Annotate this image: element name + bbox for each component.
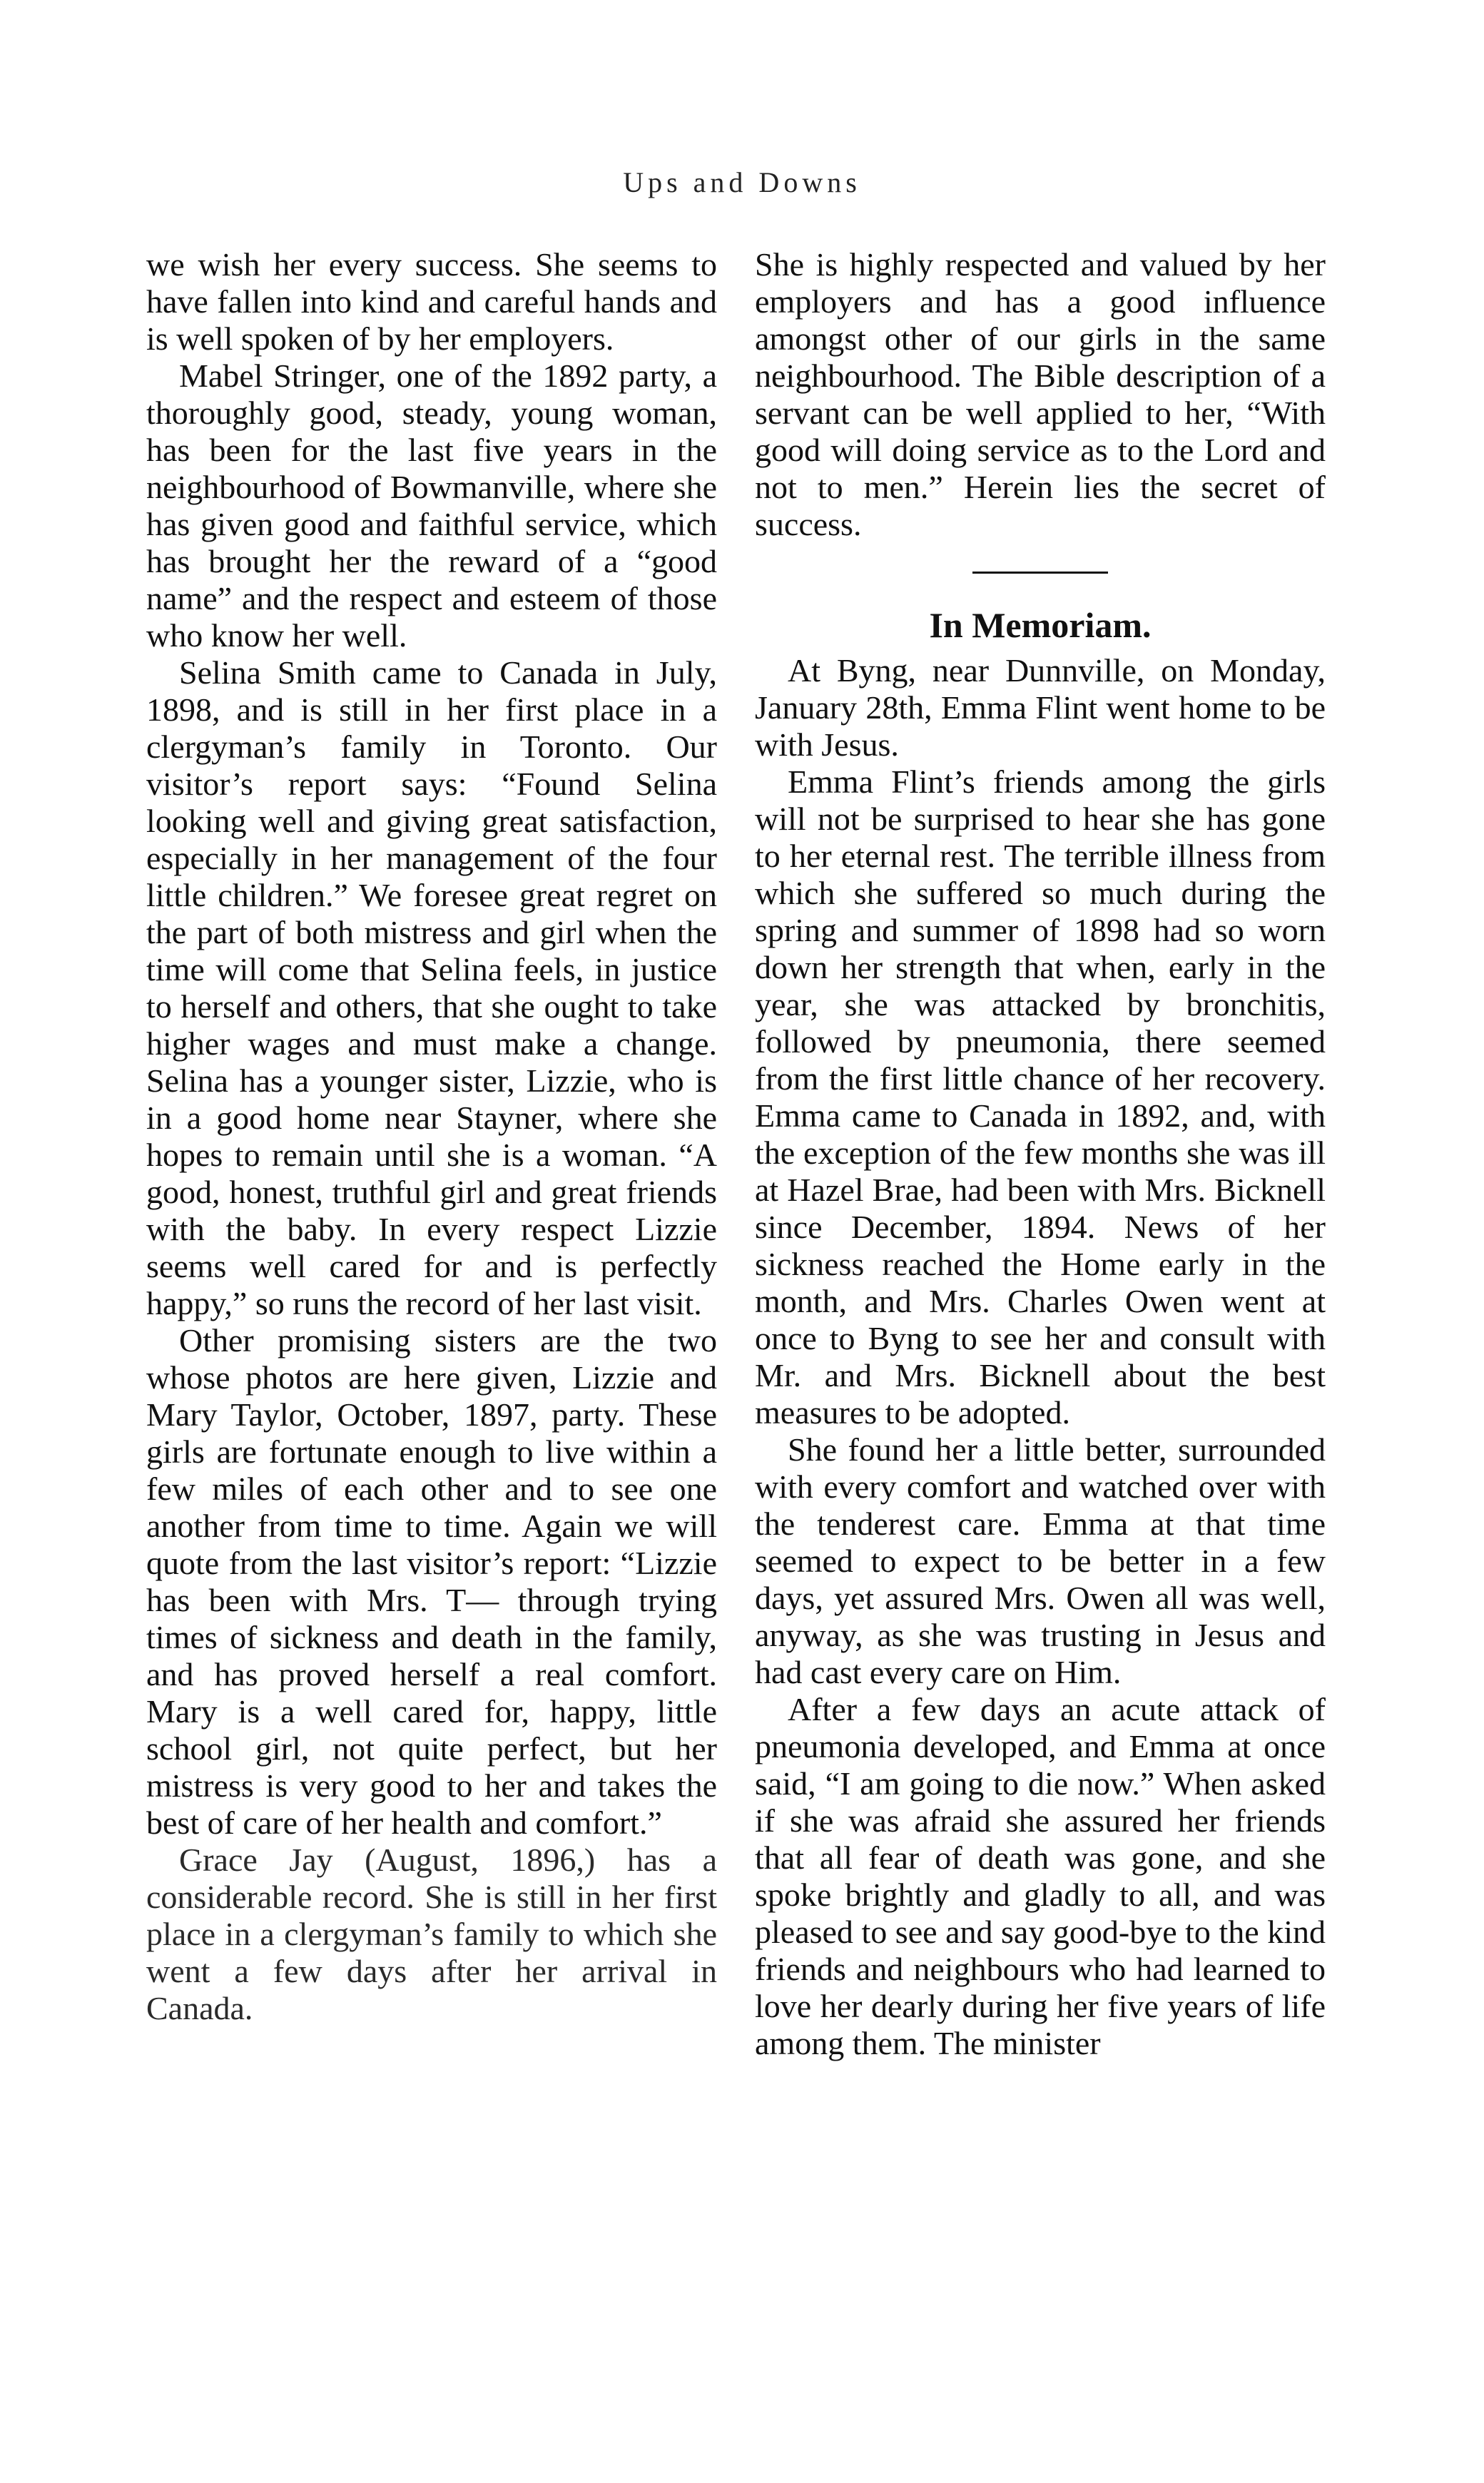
right-column — [755, 246, 1326, 2062]
paragraph: Mabel Stringer, one of the 1892 party, a thoroughly good, steady, young woman, has been for the last five years in the neighbourhood of Bowmanville, where she has given good and faithful service, which has brought her the reward of a “good name” and the respect and esteem of those who know her well. — [146, 357, 717, 654]
paragraph: we wish her every success. She seems to have fallen into kind and careful hands and is well spoken of by her employers. — [146, 246, 717, 357]
paragraph: At Byng, near Dunnville, on Monday, January 28th, Emma Flint went home to be with Jesus. — [755, 652, 1326, 763]
section-divider — [972, 572, 1108, 574]
section-heading: In Memoriam. — [929, 605, 1152, 645]
paragraph: She found her a little better, surrounded with every comfort and watched over with the tenderest care. Emma at that time seemed to expect to be better in a few days, yet assured Mrs. Owen all was well, anyway, as she was trusting in Jesus and had cast every care on Him. — [755, 1431, 1326, 1690]
paragraph: Emma Flint’s friends among the girls will not be surprised to hear she has gone to her eternal rest. The terrible illness from which she suffered so much during the spring and summer of 1898 had so worn down her strength that when, early in the year, she was attacked by bronchitis, followed by pneumonia, there seemed from the first little chance of her recovery. Emma came to Canada in 1892, and, with the exception of the few months she was ill at Hazel Brae, had been with Mrs. Bicknell since December, 1894. News of her sickness reached the Home early in the month, and Mrs. Charles Owen went at once to Byng to see her and consult with Mr. and Mrs. Bicknell about the best measures to be adopted. — [755, 763, 1326, 1431]
paragraph: Other promising sisters are the two whose photos are here given, Lizzie and Mary Taylor, October, 1897, party. These girls are fortunate enough to live within a few miles of each other and to see one another from time to time. Again we will quote from the last visitor’s report: “Lizzie has been with Mrs. T— through trying times of sickness and death in the family, and has proved herself a real comfort. Mary is a well cared for, happy, little school girl, not quite perfect, but her mistress is very good to her and takes the best of care of her health and comfort.” — [146, 1322, 717, 1841]
paragraph: Selina Smith came to Canada in July, 1898, and is still in her first place in a clergyman’s family in Toronto. Our visitor’s report says: “Found Selina looking well and giving great satisfaction, especially in her management of the four little children.” We foresee great regret on the part of both mistress and girl when the time will come that Selina feels, in justice to herself and others, that she ought to take higher wages and must make a change. Selina has a younger sister, Lizzie, who is in a good home near Stayner, where she hopes to remain until she is a woman. “A good, honest, truthful girl and great friends with the baby. In every respect Lizzie seems well cared for and is perfectly happy,” so runs the record of her last visit. — [146, 654, 717, 1321]
paragraph: Grace Jay (August, 1896,) has a considerable record. She is still in her first place in a clergyman’s family to which she went a few days after her arrival in Canada. — [146, 1842, 717, 2026]
paragraph: She is highly respected and valued by her employers and has a good influence amongst other of our girls in the same neighbourhood. The Bible description of a servant can be well applied to her, “With good will doing service as to the Lord and not to men.” Herein lies the secret of success. — [755, 246, 1326, 542]
running-head: Ups and Downs — [623, 166, 861, 198]
left-column — [146, 246, 717, 2027]
paragraph: After a few days an acute attack of pneumonia developed, and Emma at once said, “I am going to die now.” When asked if she was afraid she assured her friends that all fear of death was gone, and she spoke brightly and gladly to all, and was pleased to see and say good-bye to the kind friends and neighbours who had learned to love her dearly during her five years of life among them. The minister — [755, 1691, 1326, 2061]
